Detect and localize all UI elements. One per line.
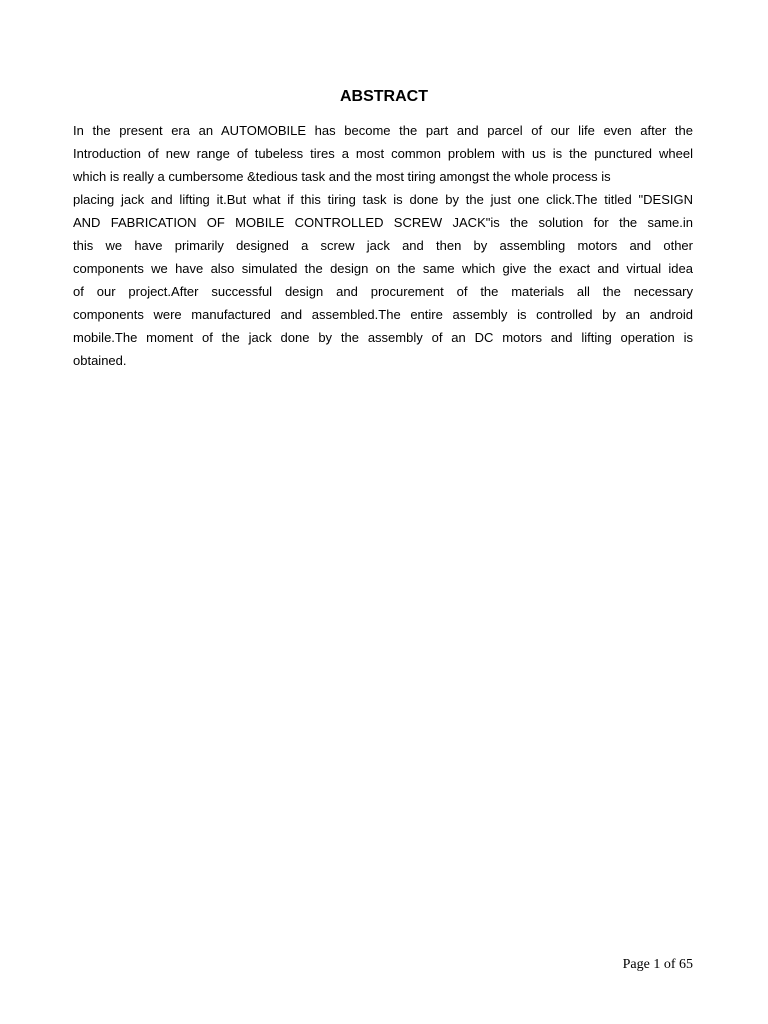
paragraph-line: mobile.The moment of the jack done by the assembly of an DC motors and lifting operation is [73, 330, 693, 345]
abstract-heading: ABSTRACT [340, 88, 428, 105]
paragraph-line: obtained. [73, 353, 127, 368]
paragraph-line: AND FABRICATION OF MOBILE CONTROLLED SCREW JACK"is the solution for the same.in [73, 215, 693, 230]
paragraph-line: Introduction of new range of tubeless tires a most common problem with us is the punctured wheel [73, 146, 693, 161]
paragraph-line: placing jack and lifting it.But what if this tiring task is done by the just one click.The titled "DESIGN [73, 192, 693, 207]
paragraph-line: components were manufactured and assembled.The entire assembly is controlled by an android [73, 307, 693, 322]
paragraph-line: In the present era an AUTOMOBILE has become the part and parcel of our life even after the [73, 123, 693, 138]
paragraph-line: components we have also simulated the design on the same which give the exact and virtual idea [73, 261, 693, 276]
abstract-paragraph [73, 119, 693, 372]
paragraph-line: this we have primarily designed a screw jack and then by assembling motors and other [73, 238, 693, 253]
paragraph-line: which is really a cumbersome &tedious task and the most tiring amongst the whole process is [73, 169, 611, 184]
paragraph-line: of our project.After successful design and procurement of the materials all the necessary [73, 284, 693, 299]
page-number-footer: Page 1 of 65 [622, 957, 693, 972]
